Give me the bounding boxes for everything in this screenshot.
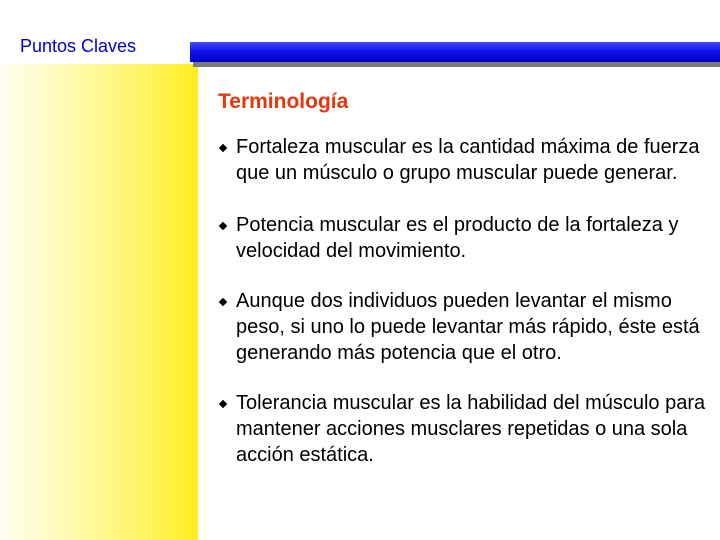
diamond-bullet-icon (219, 222, 227, 230)
bullet-item (218, 288, 708, 366)
bullet-text: Fortaleza muscular es la cantidad máxima de fuerza que un músculo o grupo muscular puede generar. (236, 136, 700, 184)
bullet-list (218, 134, 708, 468)
diamond-bullet-icon (219, 144, 227, 152)
side-gradient-panel (0, 64, 198, 540)
diamond-bullet-icon (219, 298, 227, 306)
section-title: Terminología (218, 90, 349, 113)
header-bar (190, 42, 720, 62)
bullet-text: Aunque dos individuos pueden levantar el mismo peso, si uno lo puede levantar más rápido, éste está generando más potencia que el otro. (236, 290, 700, 364)
bullet-item (218, 134, 708, 186)
bullet-text: Potencia muscular es el producto de la fortaleza y velocidad del movimiento. (236, 214, 679, 262)
bullet-item (218, 212, 708, 264)
bullet-text: Tolerancia muscular es la habilidad del músculo para mantener acciones musclares repetidas o una sola acción estática. (236, 392, 706, 466)
diamond-bullet-icon (219, 400, 227, 408)
bullet-item (218, 390, 708, 468)
header-label: Puntos Claves (20, 36, 137, 56)
